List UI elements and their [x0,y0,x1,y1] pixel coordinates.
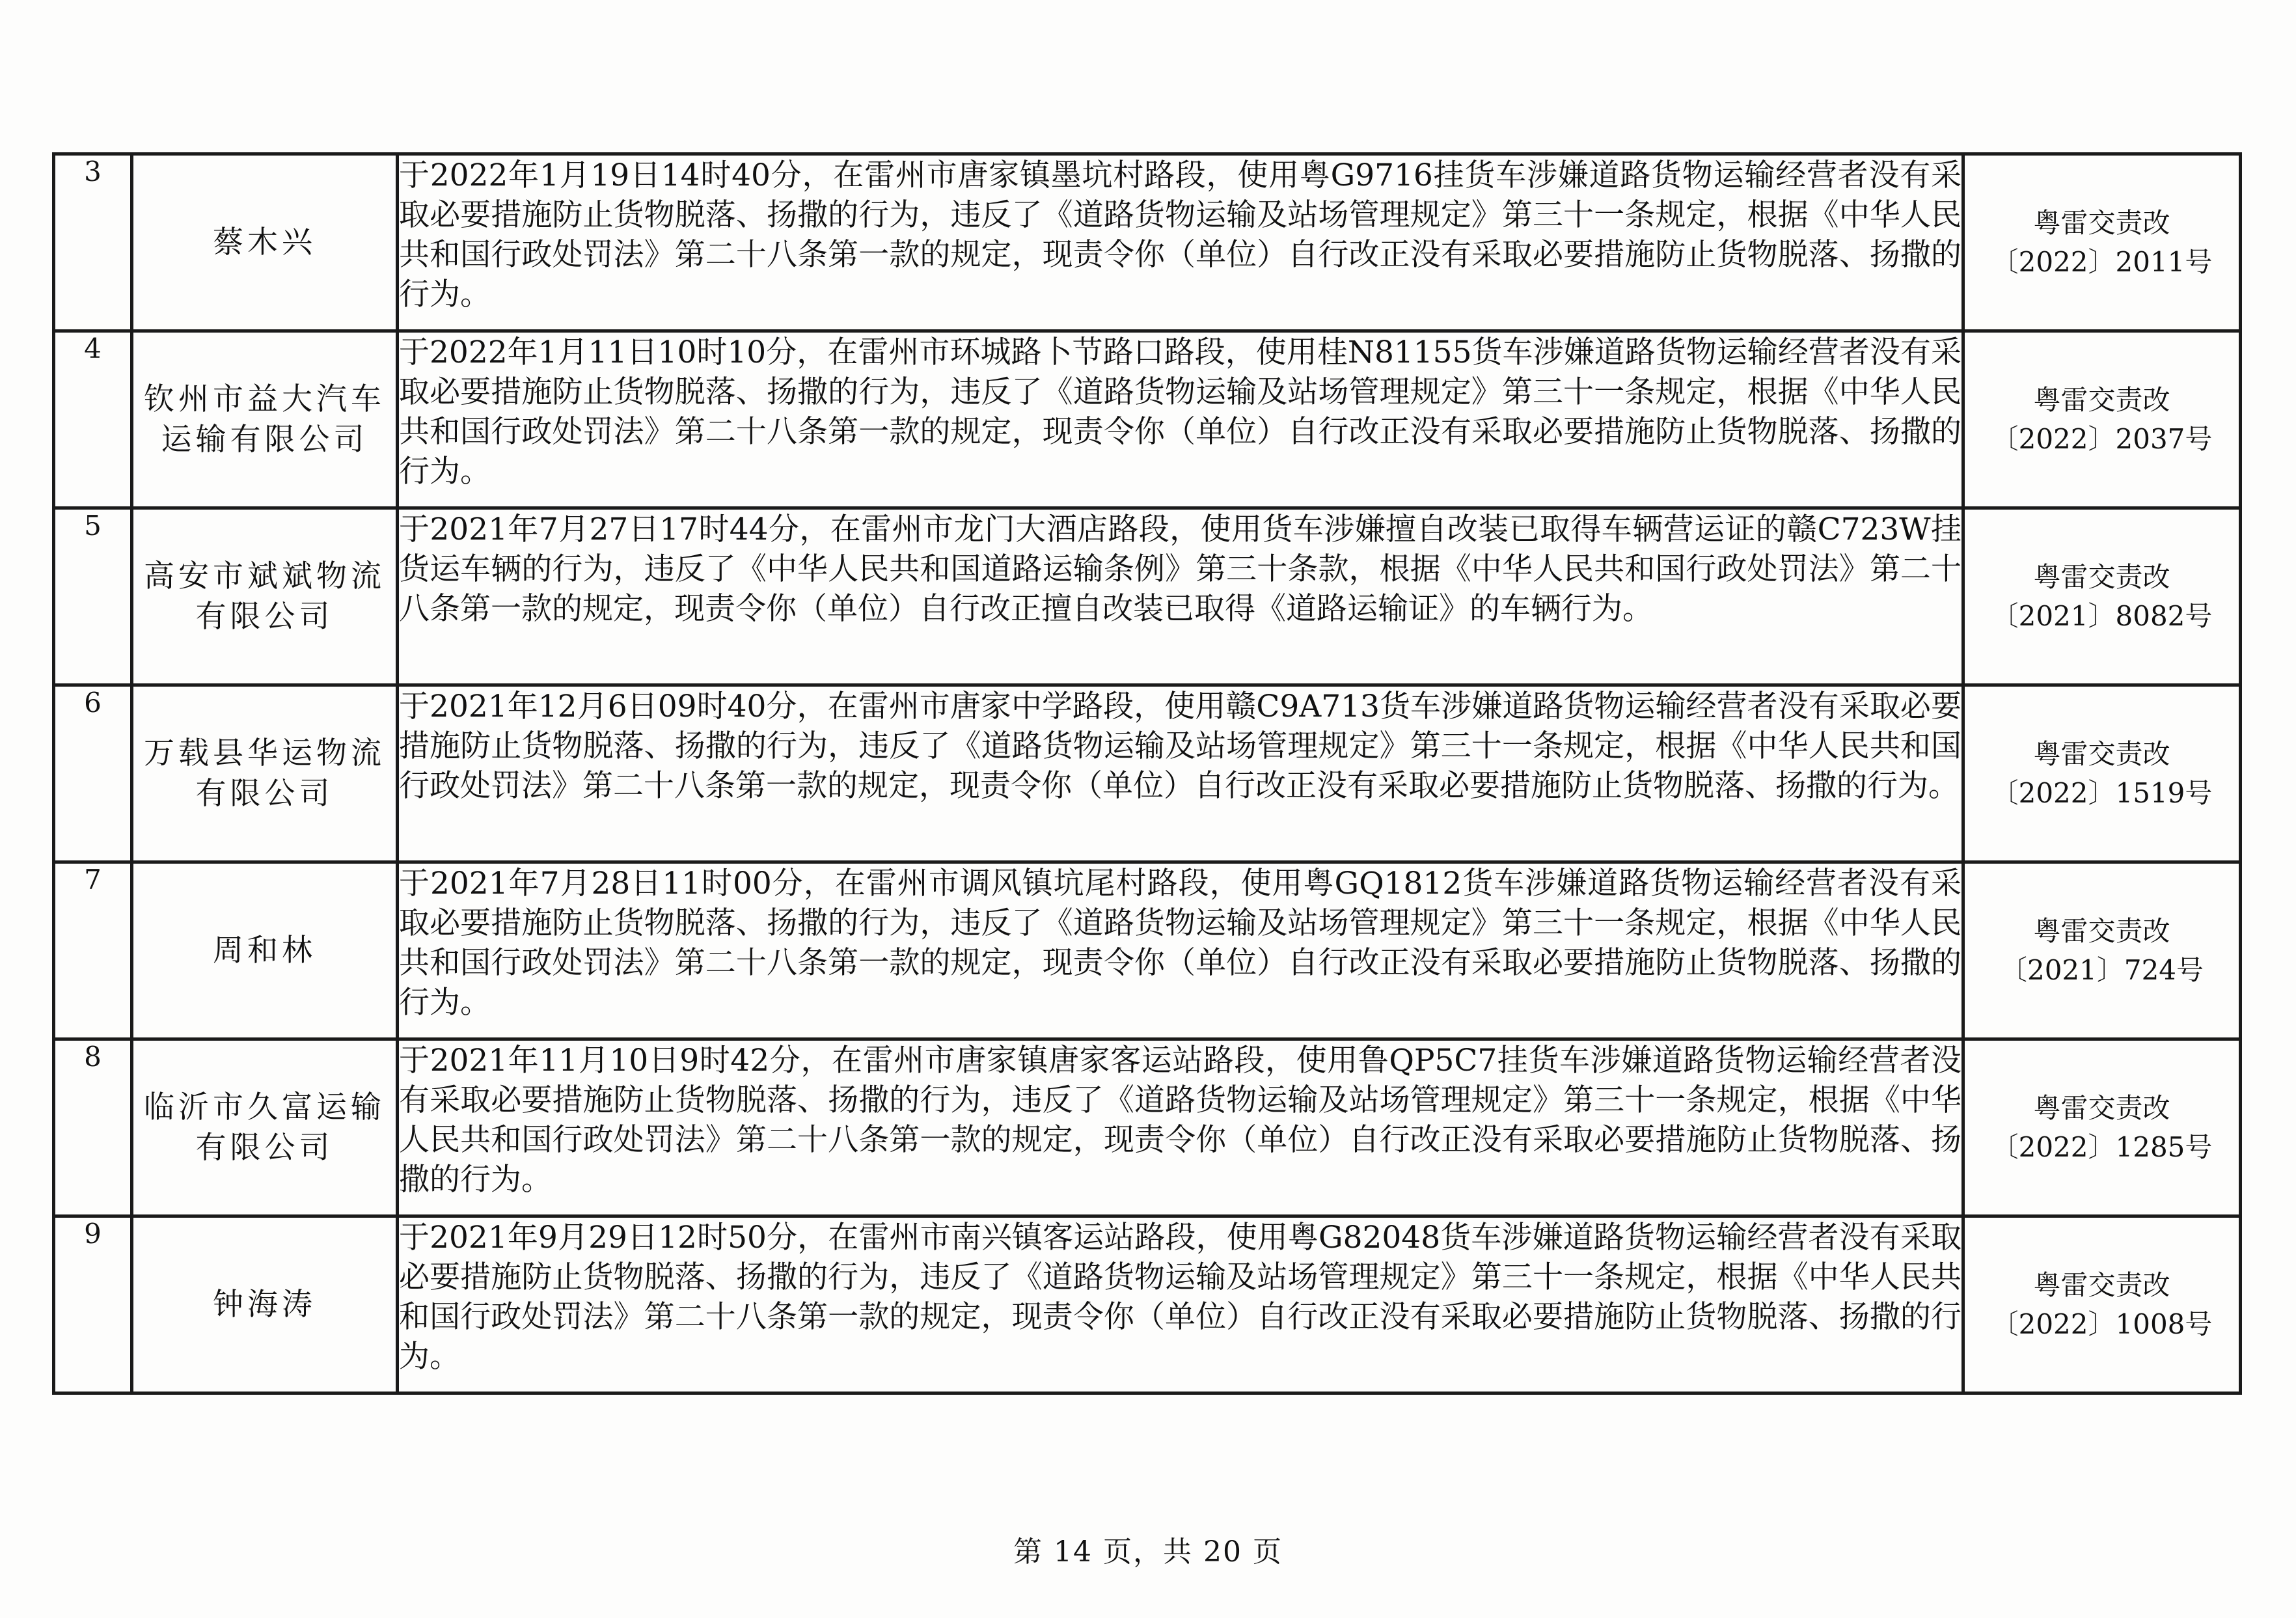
document-number-line1: 粤雷交责改 [2033,383,2170,416]
row-number: 3 [54,154,132,331]
document-number [1963,1216,2241,1393]
party-name: 高安市斌斌物流有限公司 [132,508,398,685]
records-table [52,152,2242,1395]
row-number: 5 [54,508,132,685]
table-row [54,862,2241,1039]
document-number-line1: 粤雷交责改 [2033,206,2170,239]
document-number-line1: 粤雷交责改 [2033,1091,2170,1124]
violation-description: 于2021年7月27日17时44分，在雷州市龙门大酒店路段，使用货车涉嫌擅自改装已取得车辆营运证的赣C723W挂货运车辆的行为，违反了《中华人民共和国道路运输条例》第三十条款，根据《中华人民共和国行政处罚法》第二十八条第一款的规定，现责令你（单位）自行改正擅自改装已取得《道路运输证》的车辆行为。 [398,508,1963,685]
row-number: 6 [54,685,132,862]
party-name: 周和林 [132,862,398,1039]
party-name: 蔡木兴 [132,154,398,331]
row-number: 8 [54,1039,132,1216]
document-number-line1: 粤雷交责改 [2033,1268,2170,1301]
document-number-line2: 〔2022〕1285号 [1991,1131,2213,1163]
document-number-line1: 粤雷交责改 [2033,737,2170,770]
table-row [54,154,2241,331]
document-number-line2: 〔2022〕2037号 [1991,422,2213,455]
document-number [1963,1039,2241,1216]
table-row [54,685,2241,862]
row-number: 9 [54,1216,132,1393]
party-name: 临沂市久富运输有限公司 [132,1039,398,1216]
document-number [1963,154,2241,331]
violation-description: 于2021年9月29日12时50分，在雷州市南兴镇客运站路段，使用粤G82048货车涉嫌道路货物运输经营者没有采取必要措施防止货物脱落、扬撒的行为，违反了《道路货物运输及站场管理规定》第三十一条规定，根据《中华人民共和国行政处罚法》第二十八条第一款的规定，现责令你（单位）自行改正没有采取必要措施防止货物脱落、扬撒的行为。 [398,1216,1963,1393]
document-number-line2: 〔2022〕1519号 [1991,776,2213,809]
party-name: 万载县华运物流有限公司 [132,685,398,862]
document-number-line2: 〔2021〕8082号 [1991,599,2213,632]
document-number [1963,685,2241,862]
table-row [54,1039,2241,1216]
row-number: 7 [54,862,132,1039]
document-number-line1: 粤雷交责改 [2033,560,2170,593]
table-row [54,331,2241,508]
document-number-line1: 粤雷交责改 [2033,914,2170,947]
document-number-line2: 〔2021〕724号 [1999,953,2204,986]
violation-description: 于2021年12月6日09时40分，在雷州市唐家中学路段，使用赣C9A713货车涉嫌道路货物运输经营者没有采取必要措施防止货物脱落、扬撒的行为，违反了《道路货物运输及站场管理规定》第三十一条规定，根据《中华人民共和国行政处罚法》第二十八条第一款的规定，现责令你（单位）自行改正没有采取必要措施防止货物脱落、扬撒的行为。 [398,685,1963,862]
violation-description: 于2021年7月28日11时00分，在雷州市调风镇坑尾村路段，使用粤GQ1812货车涉嫌道路货物运输经营者没有采取必要措施防止货物脱落、扬撒的行为，违反了《道路货物运输及站场管理规定》第三十一条规定，根据《中华人民共和国行政处罚法》第二十八条第一款的规定，现责令你（单位）自行改正没有采取必要措施防止货物脱落、扬撒的行为。 [398,862,1963,1039]
document-number [1963,508,2241,685]
party-name: 钦州市益大汽车运输有限公司 [132,331,398,508]
party-name: 钟海涛 [132,1216,398,1393]
violation-description: 于2022年1月19日14时40分，在雷州市唐家镇墨坑村路段，使用粤G9716挂货车涉嫌道路货物运输经营者没有采取必要措施防止货物脱落、扬撒的行为，违反了《道路货物运输及站场管理规定》第三十一条规定，根据《中华人民共和国行政处罚法》第二十八条第一款的规定，现责令你（单位）自行改正没有采取必要措施防止货物脱落、扬撒的行为。 [398,154,1963,331]
document-number [1963,862,2241,1039]
row-number: 4 [54,331,132,508]
page-footer: 第 14 页，共 20 页 [1013,1535,1283,1569]
table-row [54,508,2241,685]
document-number-line2: 〔2022〕2011号 [1991,245,2213,278]
document-number-line2: 〔2022〕1008号 [1991,1308,2213,1340]
table-row [54,1216,2241,1393]
violation-description: 于2021年11月10日9时42分，在雷州市唐家镇唐家客运站路段，使用鲁QP5C7挂货车涉嫌道路货物运输经营者没有采取必要措施防止货物脱落、扬撒的行为，违反了《道路货物运输及站场管理规定》第三十一条规定，根据《中华人民共和国行政处罚法》第二十八条第一款的规定，现责令你（单位）自行改正没有采取必要措施防止货物脱落、扬撒的行为。 [398,1039,1963,1216]
document-number [1963,331,2241,508]
violation-description: 于2022年1月11日10时10分，在雷州市环城路卜节路口路段，使用桂N81155货车涉嫌道路货物运输经营者没有采取必要措施防止货物脱落、扬撒的行为，违反了《道路货物运输及站场管理规定》第三十一条规定，根据《中华人民共和国行政处罚法》第二十八条第一款的规定，现责令你（单位）自行改正没有采取必要措施防止货物脱落、扬撒的行为。 [398,331,1963,508]
